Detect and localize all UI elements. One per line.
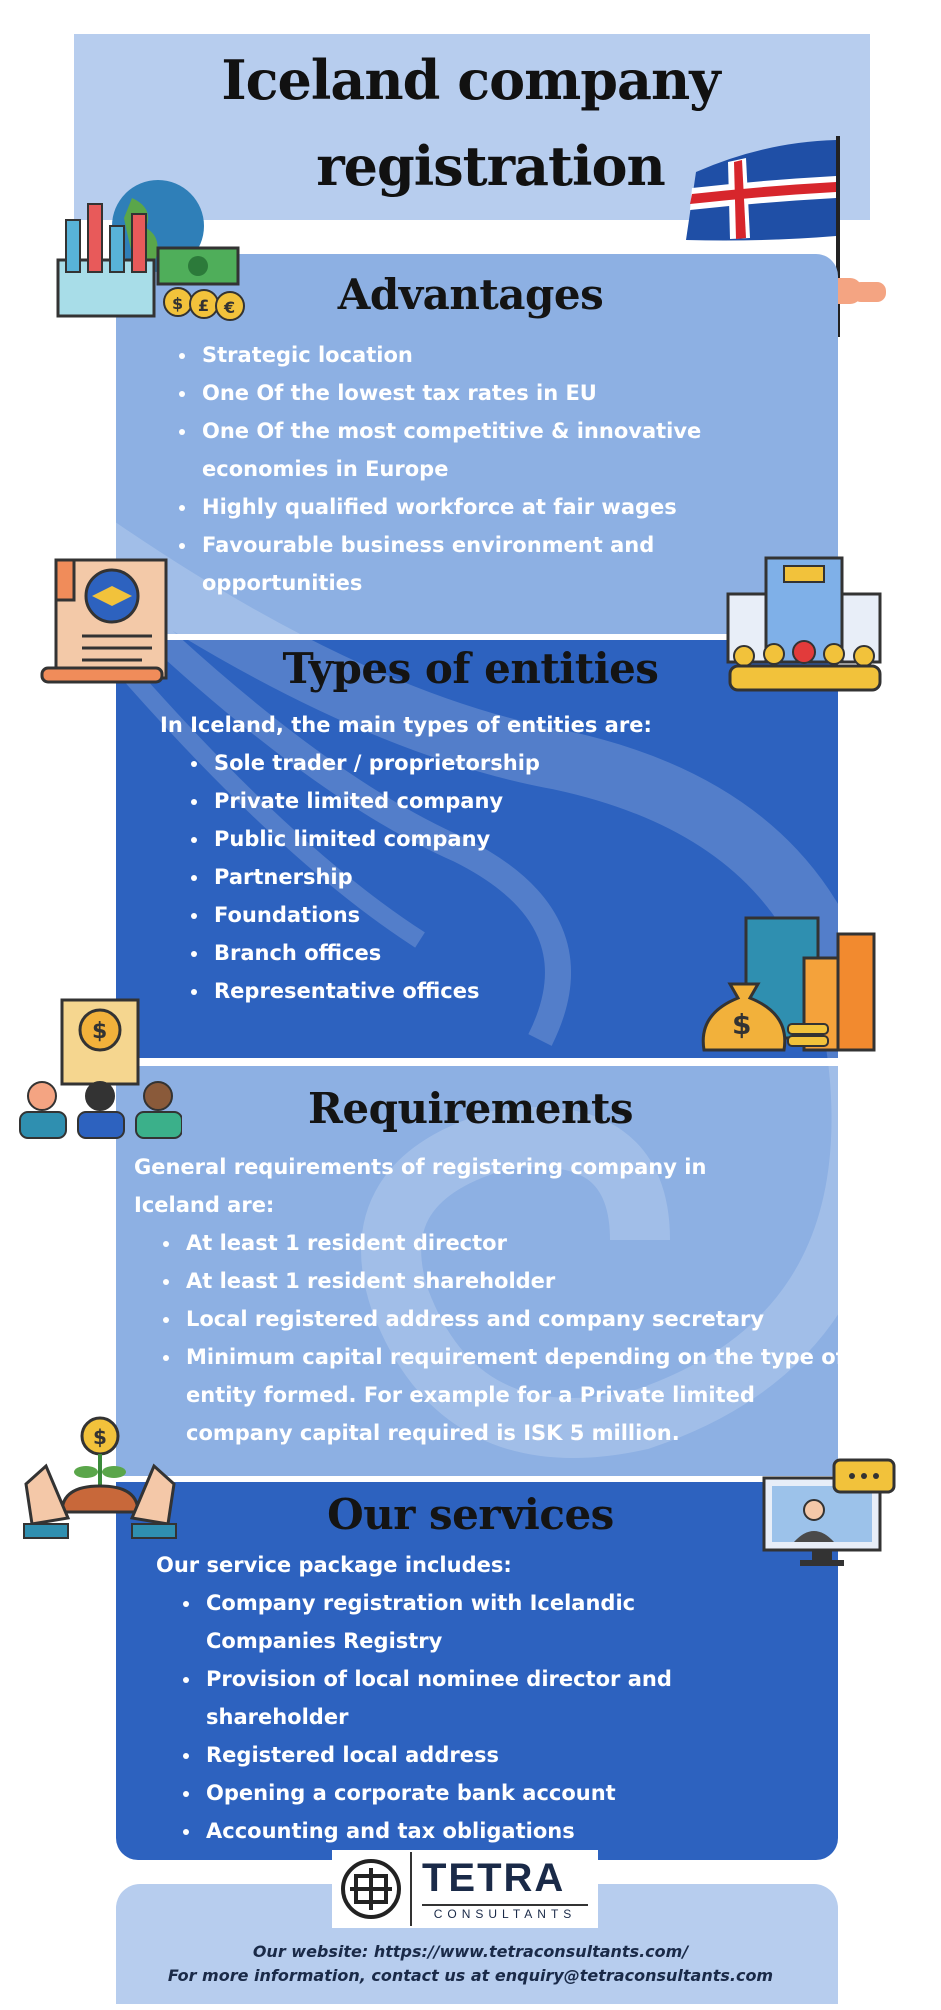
entity-item: • Partnership — [210, 858, 710, 896]
advantage-item: • Favourable business environment and opportunities — [198, 526, 798, 602]
video-call-icon — [760, 1458, 900, 1568]
office-team-icon — [724, 554, 886, 694]
advantages-list — [172, 336, 798, 602]
requirements-intro: General requirements of registering company in Iceland are: — [134, 1155, 707, 1217]
entities-heading: Types of entities — [282, 644, 659, 693]
page-title-line-2: registration — [316, 134, 665, 198]
services-list — [176, 1584, 762, 1850]
svg-text:€: € — [224, 298, 236, 317]
requirements-heading: Requirements — [307, 1084, 634, 1133]
money-plant-hands-icon — [22, 1414, 178, 1542]
entity-item: • Public limited company — [210, 820, 710, 858]
entities-intro: In Iceland, the main types of entities are: — [160, 713, 652, 737]
requirement-item: • At least 1 resident director — [182, 1224, 852, 1262]
requirement-item: • Minimum capital requirement depending on the type of entity formed. For example for a Private limited company capital required is ISK 5 million. — [182, 1338, 852, 1452]
service-item: • Provision of local nominee director and shareholder — [202, 1660, 762, 1736]
advantage-item: • One Of the lowest tax rates in EU — [198, 374, 798, 412]
services-heading: Our services — [327, 1490, 614, 1539]
entity-item: • Private limited company — [210, 782, 710, 820]
service-item: • Opening a corporate bank account — [202, 1774, 762, 1812]
requirements-list — [156, 1224, 852, 1452]
entity-item: • Branch offices — [210, 934, 710, 972]
advantage-item: • One Of the most competitive & innovative economies in Europe — [198, 412, 798, 488]
requirement-item: • Local registered address and company secretary — [182, 1300, 852, 1338]
footer-website[interactable]: Our website: https://www.tetraconsultants.com/ — [252, 1942, 689, 1961]
service-item: • Company registration with Icelandic Companies Registry — [202, 1584, 762, 1660]
investors-icon — [12, 996, 182, 1142]
advantages-heading: Advantages — [337, 270, 604, 319]
contract-scroll-icon — [32, 556, 182, 686]
service-item: • Accounting and tax obligations — [202, 1812, 762, 1850]
finance-chart-icon — [54, 178, 250, 330]
page-title-line-1: Iceland company — [221, 48, 720, 112]
svg-text:$: $ — [172, 294, 184, 313]
advantage-item: • Strategic location — [198, 336, 798, 374]
logo-name: TETRA — [422, 1856, 566, 1900]
advantage-item: • Highly qualified workforce at fair wages — [198, 488, 798, 526]
svg-text:$: $ — [93, 1425, 107, 1449]
entity-item: • Representative offices — [210, 972, 710, 1010]
requirement-item: • At least 1 resident shareholder — [182, 1262, 852, 1300]
footer-contact[interactable]: For more information, contact us at enquiry@tetraconsultants.com — [167, 1966, 774, 1985]
logo-subtitle: CONSULTANTS — [422, 1904, 588, 1922]
entity-item: • Foundations — [210, 896, 710, 934]
service-item: • Registered local address — [202, 1736, 762, 1774]
entity-item: • Sole trader / proprietorship — [210, 744, 710, 782]
services-intro: Our service package includes: — [156, 1553, 512, 1577]
money-bag-city-icon — [700, 914, 880, 1064]
svg-text:$: $ — [92, 1019, 108, 1044]
svg-text:$: $ — [732, 1008, 752, 1041]
entities-list — [184, 744, 710, 1010]
tetra-logo — [332, 1850, 598, 1928]
svg-text:£: £ — [198, 296, 210, 315]
tetra-logo-mark-icon — [338, 1856, 404, 1922]
